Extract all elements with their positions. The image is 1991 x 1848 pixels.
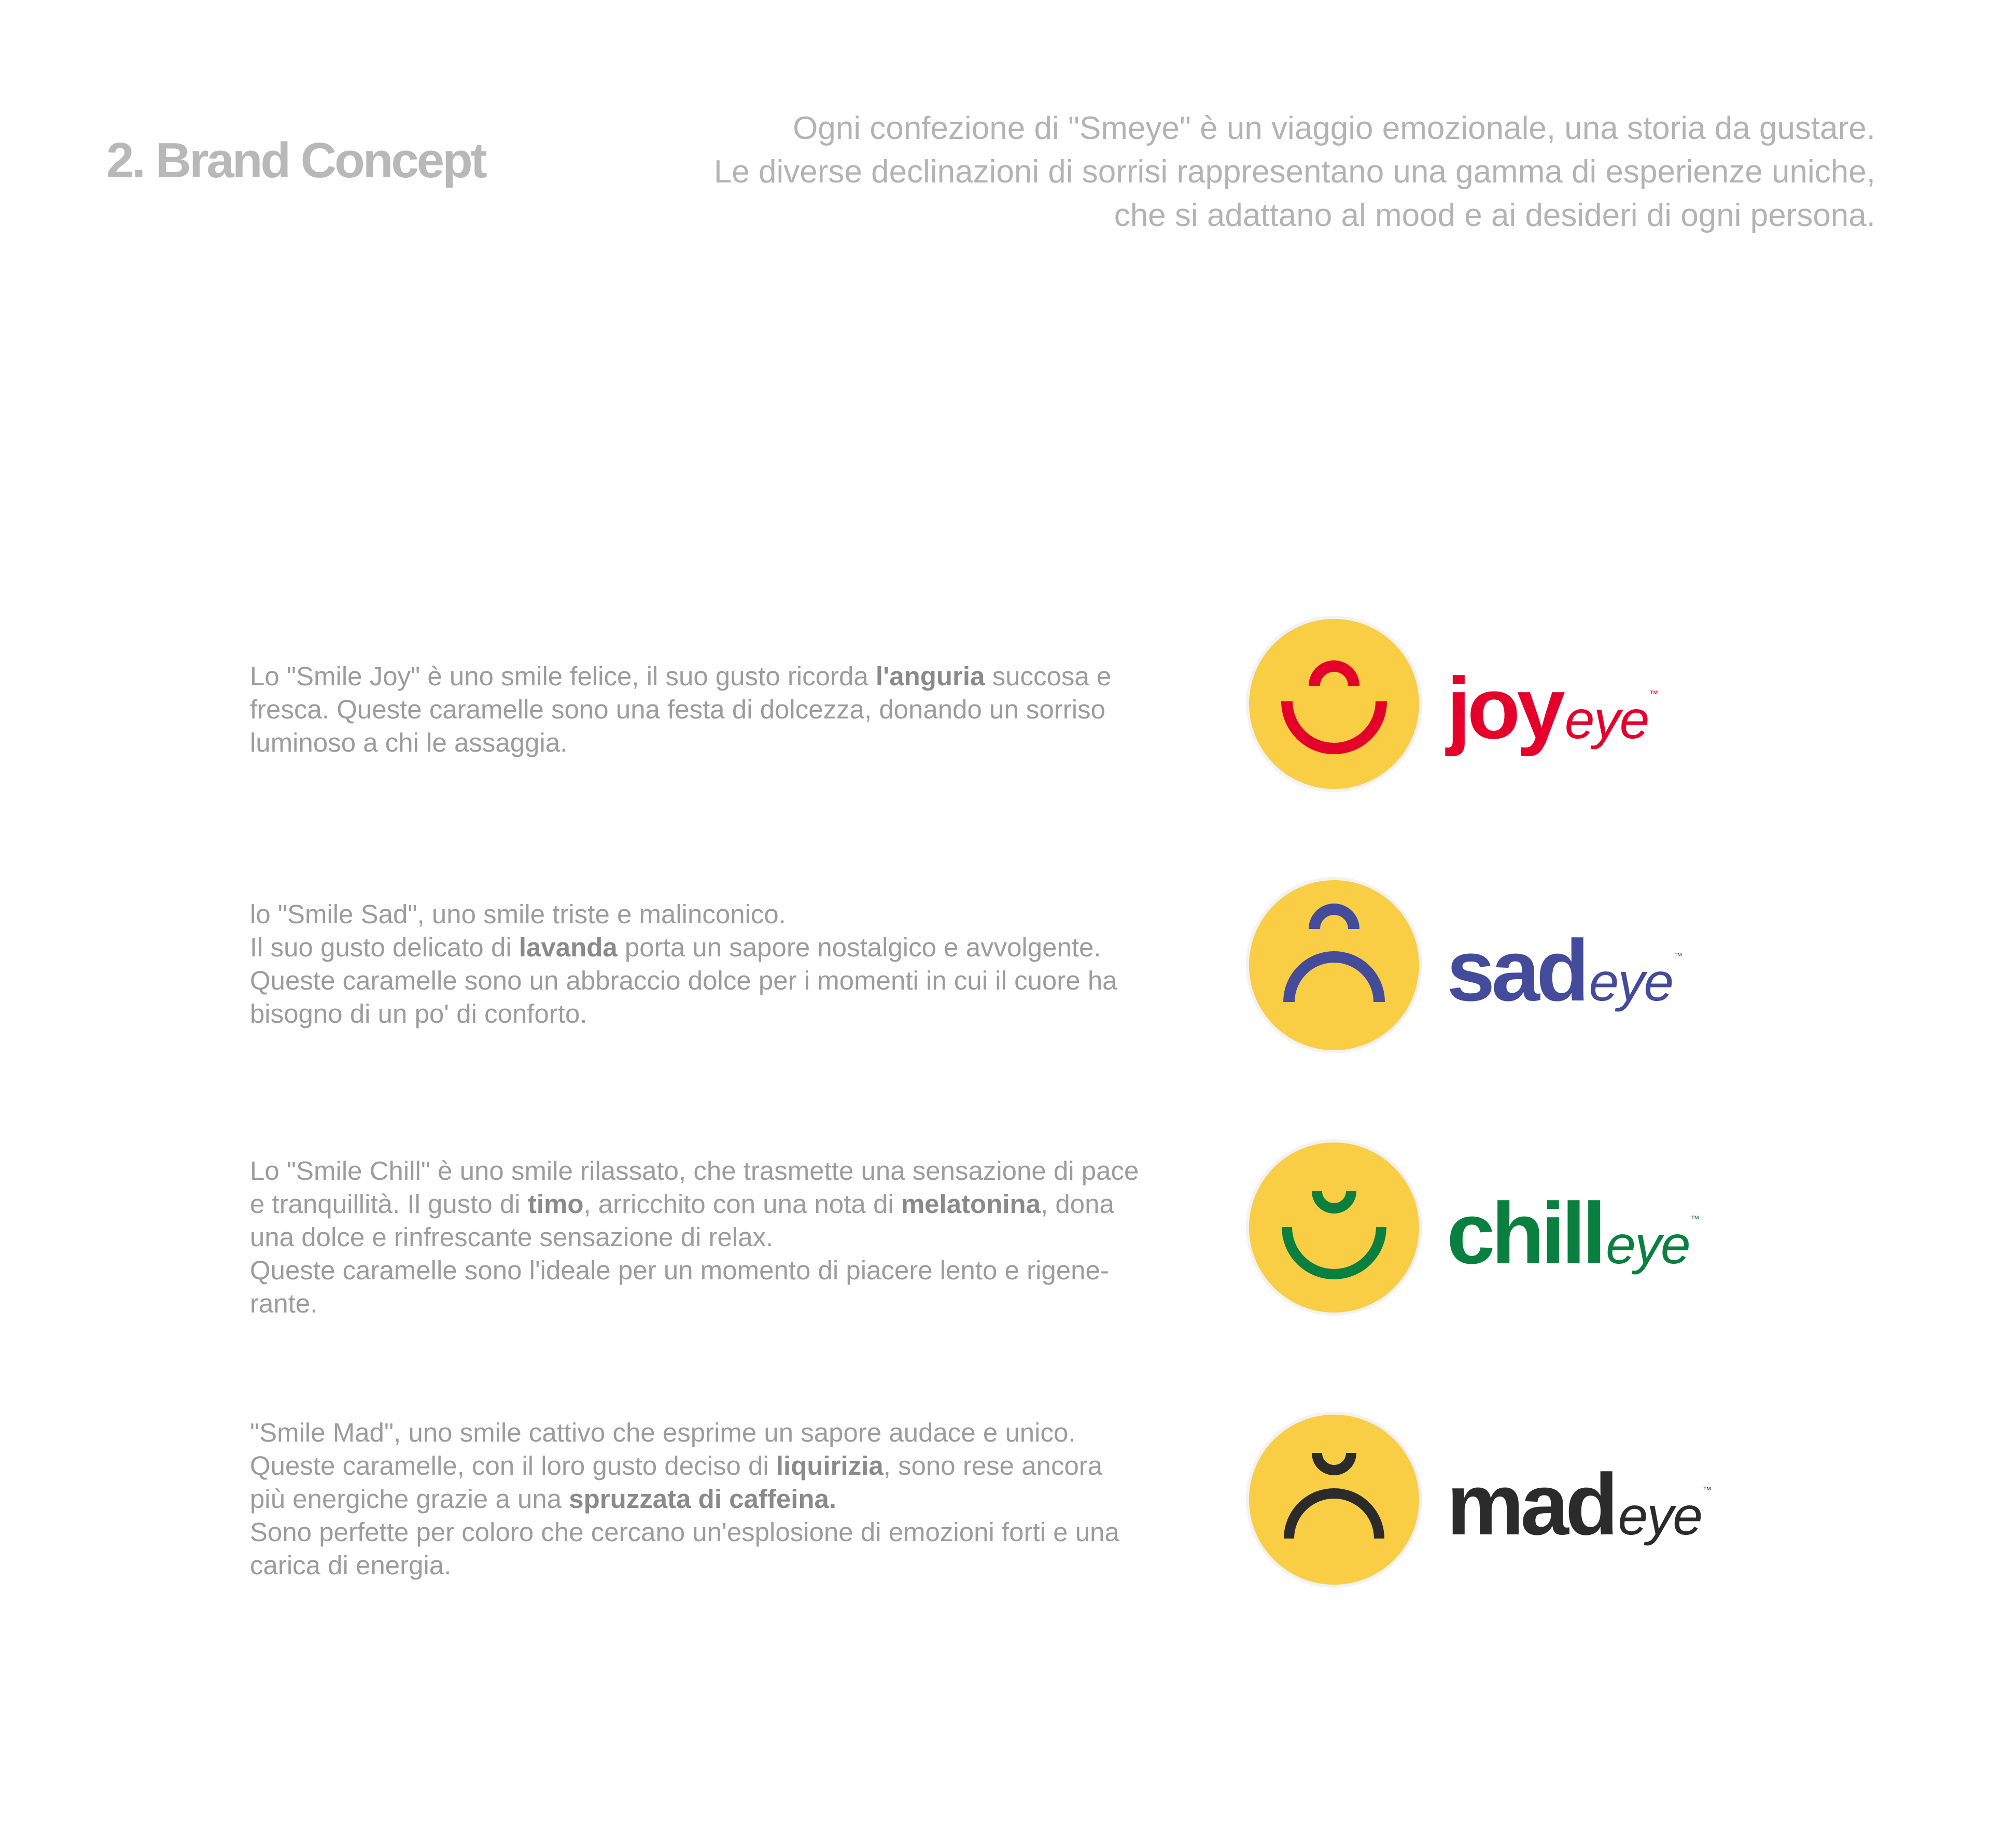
- variant-description: [250, 1416, 1225, 1582]
- highlighted-flavor: spruzzata di caffeina.: [569, 1484, 837, 1514]
- smile-mad-icon: [1244, 1410, 1424, 1589]
- description-line: [250, 693, 1225, 726]
- description-text: "Smile Mad", uno smile cattivo che esprime un sapore audace e unico.: [250, 1418, 1076, 1447]
- intro-line: Ogni confezione di "Smeye" è un viaggio emozionale, una storia da gustare.: [793, 110, 1875, 146]
- trademark-mark: ™: [1674, 951, 1683, 961]
- description-text: Lo "Smile Chill" è uno smile rilassato, che trasmette una sensazione di pace: [250, 1156, 1139, 1186]
- description-line: [250, 1188, 1225, 1221]
- description-line: [250, 898, 1225, 931]
- variant-description: [250, 660, 1225, 759]
- description-text: lo "Smile Sad", uno smile triste e malinconico.: [250, 899, 786, 929]
- wordmark-light: eye: [1606, 1215, 1690, 1275]
- description-line: [250, 660, 1225, 693]
- wordmark-strong: mad: [1447, 1456, 1615, 1553]
- wordmark-strong: joy: [1447, 659, 1562, 757]
- description-text: porta un sapore nostalgico e avvolgente.: [617, 933, 1101, 962]
- description-line: [250, 1449, 1225, 1483]
- wordmark-joy: [1447, 659, 1659, 757]
- description-text: Queste caramelle, con il loro gusto deciso di: [250, 1451, 776, 1480]
- wordmark-light: eye: [1564, 690, 1649, 750]
- variant-description: [250, 898, 1225, 1031]
- description-line: [250, 1483, 1225, 1516]
- trademark-mark: ™: [1703, 1485, 1712, 1495]
- intro-paragraph: [475, 107, 1875, 237]
- smile-joy-icon: [1244, 614, 1424, 794]
- description-line: [250, 964, 1225, 997]
- description-text: carica di energia.: [250, 1550, 452, 1580]
- description-text: , arricchito con una nota di: [583, 1189, 901, 1219]
- description-text: succosa e: [985, 661, 1112, 691]
- intro-line: che si adattano al mood e ai desideri di ogni persona.: [1114, 198, 1875, 233]
- description-text: Il suo gusto delicato di: [250, 933, 519, 962]
- highlighted-flavor: melatonina: [901, 1189, 1041, 1219]
- description-text: luminoso a chi le assaggia.: [250, 728, 568, 757]
- wordmark-chill: [1447, 1184, 1700, 1282]
- description-text: Queste caramelle sono l'ideale per un momento di piacere lento e rigene-: [250, 1255, 1109, 1285]
- intro-line: Le diverse declinazioni di sorrisi rappresentano una gamma di esperienze uniche,: [713, 154, 1875, 190]
- smile-sad-icon: [1244, 876, 1424, 1055]
- description-line: [250, 1549, 1225, 1582]
- highlighted-flavor: lavanda: [518, 933, 618, 962]
- wordmark-light: eye: [1618, 1486, 1702, 1546]
- description-line: [250, 997, 1225, 1031]
- wordmark-strong: chill: [1447, 1184, 1603, 1282]
- smile-chill-icon: [1244, 1138, 1424, 1317]
- description-line: [250, 1287, 1225, 1320]
- page-title: 2. Brand Concept: [106, 133, 485, 188]
- description-line: [250, 1154, 1225, 1188]
- description-text: Queste caramelle sono un abbraccio dolce per i momenti in cui il cuore ha: [250, 966, 1117, 995]
- description-line: [250, 1254, 1225, 1287]
- description-line: [250, 726, 1225, 759]
- wordmark-mad: [1447, 1456, 1712, 1553]
- trademark-mark: ™: [1649, 689, 1659, 699]
- description-text: Lo "Smile Joy" è uno smile felice, il suo gusto ricorda: [250, 661, 876, 691]
- description-line: [250, 1221, 1225, 1254]
- description-line: [250, 931, 1225, 964]
- wordmark-strong: sad: [1447, 922, 1586, 1019]
- description-text: fresca. Queste caramelle sono una festa di dolcezza, donando un sorriso: [250, 695, 1105, 724]
- description-text: e tranquillità. Il gusto di: [250, 1189, 528, 1219]
- description-text: bisogno di un po' di conforto.: [250, 999, 587, 1028]
- wordmark-sad: [1447, 922, 1683, 1019]
- highlighted-flavor: liquirizia: [776, 1451, 884, 1480]
- description-text: una dolce e rinfrescante sensazione di relax.: [250, 1222, 774, 1252]
- description-text: , sono rese ancora: [883, 1451, 1103, 1480]
- description-text: rante.: [250, 1289, 318, 1318]
- description-line: [250, 1416, 1225, 1449]
- variant-description: [250, 1154, 1225, 1320]
- wordmark-light: eye: [1589, 952, 1673, 1012]
- description-text: più energiche grazie a una: [250, 1484, 569, 1514]
- highlighted-flavor: timo: [527, 1189, 584, 1219]
- highlighted-flavor: l'anguria: [875, 661, 985, 691]
- trademark-mark: ™: [1690, 1214, 1700, 1224]
- description-text: , dona: [1041, 1189, 1114, 1219]
- description-line: [250, 1516, 1225, 1549]
- description-text: Sono perfette per coloro che cercano un'esplosione di emozioni forti e una: [250, 1517, 1119, 1547]
